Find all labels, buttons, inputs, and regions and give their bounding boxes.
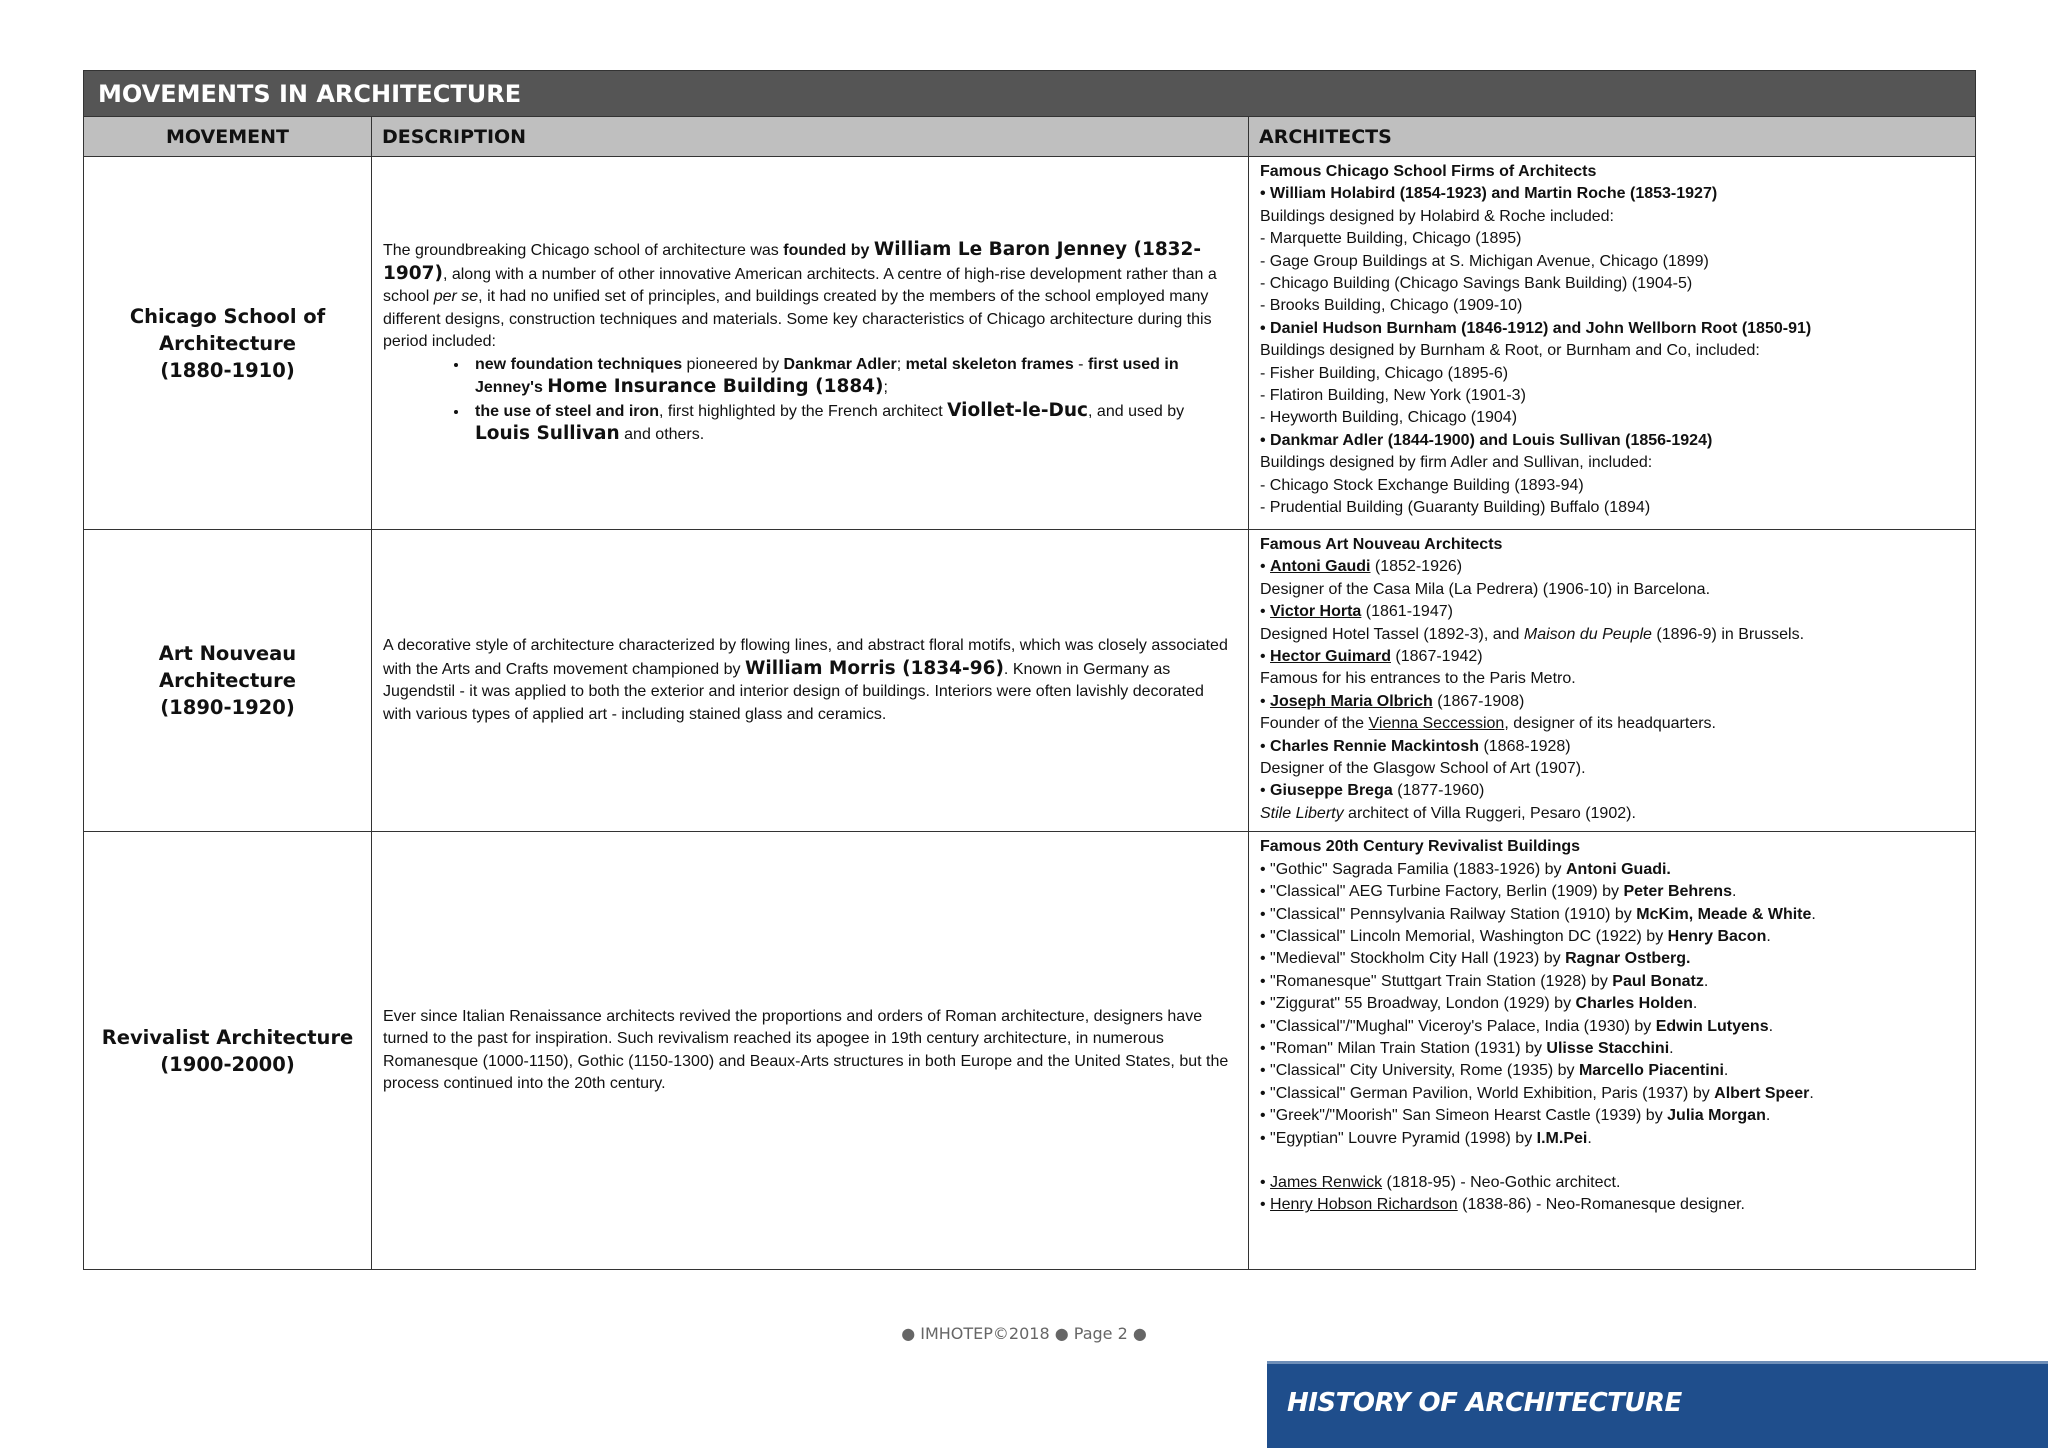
architect-entry: • Giuseppe Brega (1877-1960) xyxy=(1260,782,1485,800)
architects-cell: Famous Art Nouveau Architects • Antoni Gaudi (1852-1926) Designer of the Casa Mila (La Pedrera) (1906-10) in Barcelona. • Victor Horta (1861-1947) Designed Hotel Tassel (1892-3), and Maison du Peuple (1896-9) in Brussels. • Hector Guimard (1867-1942) Famous for his entrances to the Paris Metro. • Joseph Maria Olbrich (1867-1908) Founder of the Vienna Seccession, designer of its headquarters. • Charles Rennie Mackintosh (1868-1928) Designer of the Glasgow School of Art (1907). • Giuseppe Brega (1877-1960) Stile Liberty architect of Villa Ruggeri, Pesaro (1902). xyxy=(1249,530,1976,832)
description-cell xyxy=(372,530,1249,832)
description-list xyxy=(383,354,1234,447)
architect-entry: • Victor Horta (1861-1947) xyxy=(1260,603,1453,621)
movement-name: Art Nouveau xyxy=(158,642,297,666)
architect-entry: • Joseph Maria Olbrich (1867-1908) xyxy=(1260,692,1525,710)
list-item: • "Classical" Lincoln Memorial, Washington DC (1922) by Henry Bacon. xyxy=(1260,927,1771,945)
header-movement: MOVEMENT xyxy=(84,117,372,157)
movement-cell xyxy=(84,832,372,1270)
section-banner xyxy=(1267,1361,2048,1448)
movement-cell xyxy=(84,530,372,832)
description-text: The groundbreaking Chicago school of architecture was founded by William Le Baron Jenney (1832-1907), along with a number of other innovative American architects. A centre of high-rise development rather than a school per se, it had no unified set of principles, and buildings created by the members of the school employed many different designs, construction techniques and materials. Some key characteristics of Chicago architecture during this period included: xyxy=(383,239,1217,351)
movement-name: Revivalist Architecture xyxy=(101,1025,354,1049)
architect-entry: • Daniel Hudson Burnham (1846-1912) and John Wellborn Root (1850-91) xyxy=(1260,319,1812,337)
architect-entry: • James Renwick (1818-95) - Neo-Gothic architect. xyxy=(1260,1173,1621,1191)
list-item: • "Classical" Pennsylvania Railway Station (1910) by McKim, Meade & White. xyxy=(1260,905,1816,923)
list-item: • "Gothic" Sagrada Familia (1883-1926) by Antoni Guadi. xyxy=(1260,860,1671,878)
architect-entry: • Henry Hobson Richardson (1838-86) - Neo-Romanesque designer. xyxy=(1260,1196,1745,1214)
description-cell xyxy=(372,832,1249,1270)
architect-entry: • Hector Guimard (1867-1942) xyxy=(1260,648,1483,666)
movement-dates: (1880-1910) xyxy=(160,358,295,382)
architect-entry: • William Holabird (1854-1923) and Martin Roche (1853-1927) xyxy=(1260,185,1718,203)
movement-dates: (1900-2000) xyxy=(160,1052,295,1076)
table-row xyxy=(84,157,1976,530)
movements-table-container xyxy=(83,70,1975,1270)
list-item: • "Roman" Milan Train Station (1931) by Ulisse Stacchini. xyxy=(1260,1039,1674,1057)
description-cell xyxy=(372,157,1249,530)
banner-title: HISTORY OF ARCHITECTURE xyxy=(1287,1388,1682,1418)
list-item: • "Classical" German Pavilion, World Exhibition, Paris (1937) by Albert Speer. xyxy=(1260,1084,1814,1102)
movement-dates: (1890-1920) xyxy=(160,696,295,720)
movement-cell xyxy=(84,157,372,530)
list-item: • new foundation techniques pioneered by Dankmar Adler; metal skeleton frames - first used in Jenney's Home Insurance Building (1884); xyxy=(469,354,1234,400)
header-description: DESCRIPTION xyxy=(372,117,1249,157)
architects-cell xyxy=(1249,832,1976,1270)
movements-table xyxy=(83,70,1976,1270)
list-item: • "Romanesque" Stuttgart Train Station (1928) by Paul Bonatz. xyxy=(1260,972,1709,990)
list-item: • "Ziggurat" 55 Broadway, London (1929) by Charles Holden. xyxy=(1260,995,1698,1013)
movement-name: Architecture xyxy=(159,331,296,355)
movement-name: Chicago School of xyxy=(129,304,326,328)
architects-heading: Famous Art Nouveau Architects xyxy=(1260,536,1503,553)
architect-entry: • Dankmar Adler (1844-1900) and Louis Sullivan (1856-1924) xyxy=(1260,431,1713,449)
revivalist-buildings-list xyxy=(1260,859,1965,1150)
architects-heading: Famous 20th Century Revivalist Buildings xyxy=(1260,838,1581,856)
list-item: • the use of steel and iron, first highlighted by the French architect Viollet-le-Duc, and used by Louis Sullivan and others. xyxy=(469,400,1234,447)
description-text: Ever since Italian Renaissance architects revived the proportions and orders of Roman architecture, designers have turned to the past for inspiration. Such revivalism reached its apogee in 19th century architecture, in numerous Romanesque (1000-1150), Gothic (1150-1300) and Beaux-Arts structures in both Europe and the United States, but the process continued into the 20th century. xyxy=(383,1007,1229,1093)
list-item: • "Medieval" Stockholm City Hall (1923) by Ragnar Ostberg. xyxy=(1260,950,1691,968)
movement-name: Architecture xyxy=(159,669,296,693)
architect-entry: • Charles Rennie Mackintosh (1868-1928) xyxy=(1260,737,1571,755)
table-title: MOVEMENTS IN ARCHITECTURE xyxy=(84,71,1976,117)
list-item: • "Egyptian" Louvre Pyramid (1998) by I.M.Pei. xyxy=(1260,1129,1592,1147)
header-architects: ARCHITECTS xyxy=(1249,117,1976,157)
list-item: • "Classical" AEG Turbine Factory, Berlin (1909) by Peter Behrens. xyxy=(1260,883,1737,901)
list-item: • "Classical"/"Mughal" Viceroy's Palace, India (1930) by Edwin Lutyens. xyxy=(1260,1017,1774,1035)
table-row xyxy=(84,832,1976,1270)
description-text: A decorative style of architecture characterized by flowing lines, and abstract floral motifs, which was closely associated with the Arts and Crafts movement championed by William Morris (1834-96). Known in Germany as Jugendstil - it was applied to both the exterior and interior design of buildings. Interiors were often lavishly decorated with various types of applied art - including stained glass and ceramics. xyxy=(383,637,1228,723)
list-item: • "Greek"/"Moorish" San Simeon Hearst Castle (1939) by Julia Morgan. xyxy=(1260,1107,1771,1125)
architect-entry: • Antoni Gaudi (1852-1926) xyxy=(1260,558,1463,576)
architects-heading: Famous Chicago School Firms of Architects xyxy=(1260,163,1597,180)
page-footer: ● IMHOTEP©2018 ● Page 2 ● xyxy=(901,1324,1147,1343)
table-row xyxy=(84,530,1976,832)
architects-cell: Famous Chicago School Firms of Architects • William Holabird (1854-1923) and Martin Roche (1853-1927) Buildings designed by Holabird & Roche included: - Marquette Building, Chicago (1895) - Gage Group Buildings at S. Michigan Avenue, Chicago (1899) - Chicago Building (Chicago Savings Bank Building) (1904-5) - Brooks Building, Chicago (1909-10) • Daniel Hudson Burnham (1846-1912) and John Wellborn Root (1850-91) Buildings designed by Burnham & Root, or Burnham and Co, included: - Fisher Building, Chicago (1895-6) - Flatiron Building, New York (1901-3) - Heyworth Building, Chicago (1904) • Dankmar Adler (1844-1900) and Louis Sullivan (1856-1924) Buildings designed by firm Adler and Sullivan, included: - Chicago Stock Exchange Building (1893-94) - Prudential Building (Guaranty Building) Buffalo (1894) xyxy=(1249,157,1976,530)
list-item: • "Classical" City University, Rome (1935) by Marcello Piacentini. xyxy=(1260,1062,1729,1080)
